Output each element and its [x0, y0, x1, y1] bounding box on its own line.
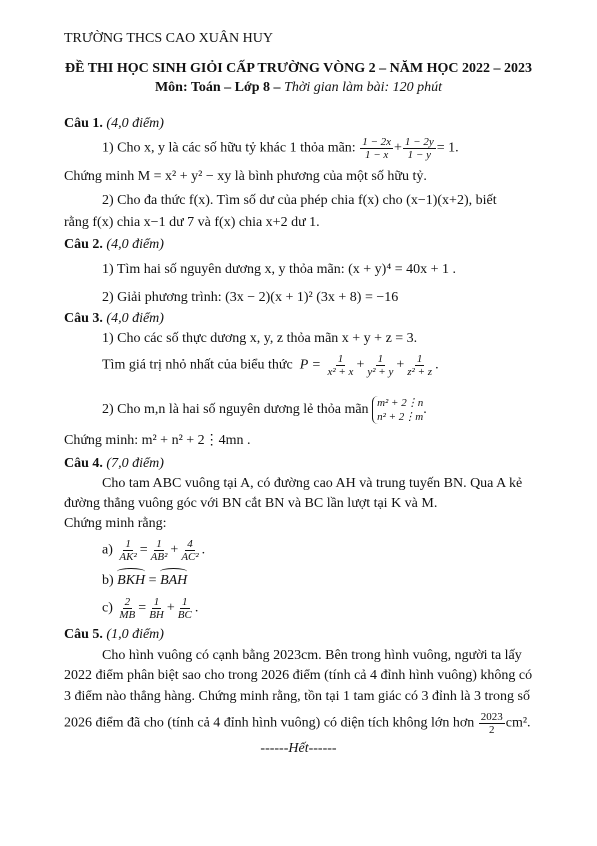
q4-heading: Câu 4. (7,0 điểm)	[64, 456, 164, 471]
q2-part2: 2) Giải phương trình: (3x − 2)(x + 1)² (3x + 8) = −16	[102, 290, 399, 305]
q1-part1-prove: Chứng minh M = x² + y² − xy là bình phương của một số hữu tỷ.	[64, 169, 427, 184]
q2-heading: Câu 2. (4,0 điểm)	[64, 237, 164, 252]
q3-part2: 2) Cho m,n là hai số nguyên dương lẻ thỏa mãn m² + 2⋮n n² + 2⋮m .	[102, 397, 427, 423]
q3-part2-prove: Chứng minh: m² + n² + 2⋮4mn .	[64, 433, 251, 448]
school-name: TRƯỜNG THCS CAO XUÂN HUY	[64, 31, 273, 46]
q5-text-2: 2022 điểm phân biệt sao cho trong 2026 điểm (tính cả 4 đỉnh hình vuông) không có	[64, 668, 533, 683]
exam-subtitle: Môn: Toán – Lớp 8 – Thời gian làm bài: 120 phút	[154, 80, 443, 95]
q4-part-a: a) $\frac{1}{\text{AK²}}$ = $\frac{1}{\text{AB²}}$ + $\frac{4}{\text{AC²}}$ .	[102, 538, 206, 563]
q1-part2-a: 2) Cho đa thức f(x). Tìm số dư của phép chia f(x) cho (x−1)(x+2), biết	[102, 193, 497, 208]
q5-text-1: Cho hình vuông có cạnh bằng 2023cm. Bên trong hình vuông, người ta lấy	[102, 648, 522, 663]
q3-part1: 1) Cho các số thực dương x, y, z thỏa mãn x + y + z = 3.	[102, 331, 418, 346]
q4-part-b: b) BKH = BAH	[102, 573, 188, 588]
q5-text-4: 2026 điểm đã cho (tính cả 4 đỉnh hình vuông) có diện tích không lớn hơn $\frac{2023}{2}$ cm².	[64, 711, 531, 736]
q5-heading: Câu 5. (1,0 điểm)	[64, 627, 164, 642]
condition-system: m² + 2⋮n n² + 2⋮m	[372, 396, 423, 424]
q1-part1: 1) Cho x, y là các số hữu tỷ khác 1 thỏa mãn: $\frac{1 - 2x}{1 - x}$ + $\frac{1 - 2y}{1 - y}$ = 1.	[102, 136, 459, 161]
q4-text-2: đường thẳng vuông góc với BN cắt BN và BC lần lượt tại K và M.	[64, 496, 438, 511]
q5-text-3: 3 điểm nào thẳng hàng. Chứng minh rằng, tồn tại 1 tam giác có 3 đỉnh là 3 trong số	[64, 689, 531, 704]
q4-part-c: c) $\frac{2}{MB}$ = $\frac{1}{BH}$ + $\frac{1}{BC}$ .	[102, 596, 199, 621]
q1-heading: Câu 1. (4,0 điểm)	[64, 116, 164, 131]
q1-part2-b: rằng f(x) chia x−1 dư 7 và f(x) chia x+2 dư 1.	[64, 215, 320, 230]
exam-title: ĐỀ THI HỌC SINH GIỎI CẤP TRƯỜNG VÒNG 2 – NĂM HỌC 2022 – 2023	[65, 61, 532, 76]
q3-part1-find: Tìm giá trị nhỏ nhất của biểu thức P = $\frac{1}{\text{x² + x}}$ + $\frac{1}{\text{y² + y}}$ + $\frac{1}{\text{z² + z}}$ .	[102, 353, 439, 378]
q2-part1: 1) Tìm hai số nguyên dương x, y thỏa mãn: (x + y)⁴ = 40x + 1 .	[102, 262, 456, 277]
q4-text-1: Cho tam ABC vuông tại A, có đường cao AH và trung tuyến BN. Qua A kẻ	[102, 476, 523, 491]
q4-text-3: Chứng minh rằng:	[64, 516, 167, 531]
q3-heading: Câu 3. (4,0 điểm)	[64, 311, 164, 326]
end-marker: ------Hết------	[260, 741, 337, 756]
